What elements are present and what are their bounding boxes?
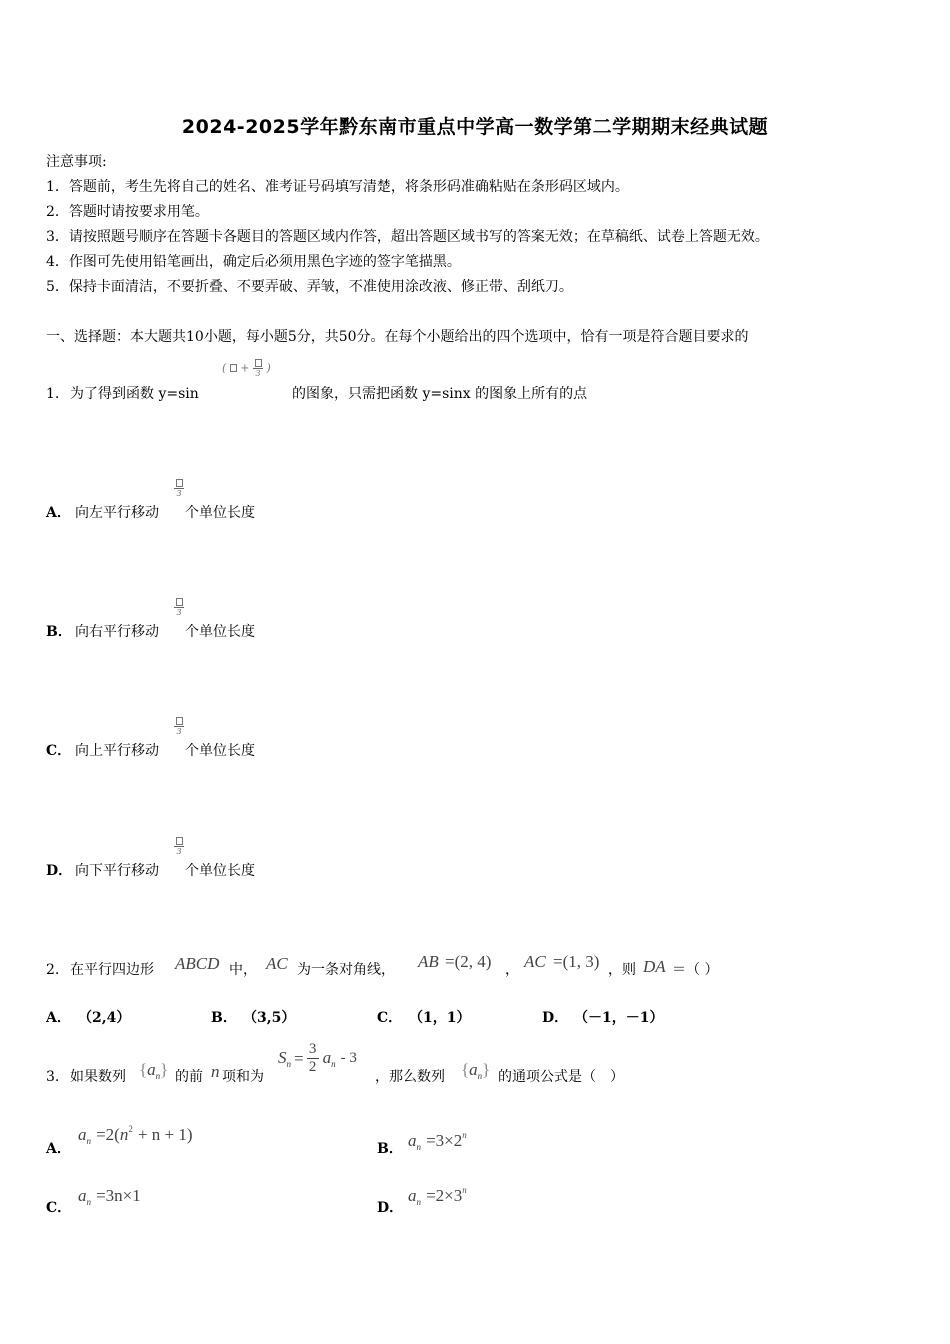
notice-item: 2．答题时请按要求用笔。: [46, 204, 209, 220]
math-ac: AC: [524, 952, 546, 971]
math-abcd: ABCD: [175, 954, 220, 973]
notice-item: 1．答题前，考生先将自己的姓名、准考证号码填写清楚，将条形码准确粘贴在条形码区域内。: [46, 179, 629, 195]
option-label: A．: [46, 1010, 71, 1026]
question-stem: 为了得到函数 y=sin: [70, 386, 199, 402]
math-ac-value: =(1, 3): [553, 952, 600, 971]
math-option-b: $a_n =3\times 2^n$: [408, 1130, 467, 1152]
option-text: （3,5）: [243, 1010, 296, 1026]
fraction-image: 3: [174, 716, 184, 736]
fraction-image: 3: [174, 597, 184, 617]
notice-item: 5．保持卡面清洁，不要折叠、不要弄破、弄皱，不准使用涂改液、修正带、刮纸刀。: [46, 279, 573, 295]
question-text: ＝（ ）: [672, 962, 719, 978]
question-text: 如果数列: [70, 1069, 126, 1085]
math-ab: AB: [418, 952, 439, 971]
math-sn-formula: $S_n$ = $\frac{3}{2}$ $a_n$ - 3: [278, 1041, 357, 1075]
math-da: DA: [643, 957, 666, 976]
option-label: B．: [46, 624, 72, 640]
page-title: 2024-2025学年黔东南市重点中学高一数学第二学期期末经典试题: [181, 116, 769, 138]
question-text: 在平行四边形: [70, 962, 154, 978]
math-ac: AC: [266, 954, 288, 973]
formula-image: ( + 3 ): [222, 359, 271, 378]
option-label: A．: [46, 505, 71, 521]
question-text: 为一条对角线，: [297, 962, 395, 978]
question-text: ，: [505, 962, 519, 978]
question-text: 的前: [175, 1069, 203, 1085]
math-option-d: $a_n =2\times 3^n$: [408, 1185, 467, 1207]
option-label: B．: [211, 1010, 237, 1026]
math-n: n: [211, 1062, 220, 1081]
fraction-image: 3: [174, 836, 184, 856]
option-label: C．: [377, 1010, 403, 1026]
math-option-c: $a_n =3n\times 1$: [78, 1186, 141, 1207]
section-heading: 一、选择题：本大题共10小题，每小题5分，共50分。在每个小题给出的四个选项中，恰有一项是符合题目要求的: [46, 329, 749, 345]
option-text: 向左平行移动: [75, 505, 159, 521]
option-text: 个单位长度: [185, 505, 255, 521]
option-label: A．: [46, 1141, 71, 1157]
option-text: 向上平行移动: [75, 743, 159, 759]
option-label: D．: [46, 863, 73, 879]
question-text: 中，: [229, 962, 257, 978]
option-text: （1，1）: [409, 1010, 471, 1026]
option-label: D．: [377, 1200, 404, 1216]
option-text: 个单位长度: [185, 743, 255, 759]
question-number: 3.: [46, 1069, 60, 1085]
question-number: 1.: [46, 386, 60, 402]
question-text: 项和为: [222, 1069, 264, 1085]
option-label: D．: [542, 1010, 569, 1026]
option-label: C．: [46, 743, 72, 759]
option-text: （－1，－1）: [574, 1010, 664, 1026]
math-sequence-an: $\{a_n\}$: [461, 1060, 491, 1081]
question-number: 2.: [46, 962, 60, 978]
option-text: 个单位长度: [185, 863, 255, 879]
notice-item: 4．作图可先使用铅笔画出，确定后必须用黑色字迹的签字笔描黑。: [46, 254, 461, 270]
question-text: ，则: [608, 962, 636, 978]
question-text: 的通项公式是（ ）: [498, 1069, 624, 1085]
notice-item: 3．请按照题号顺序在答题卡各题目的答题区域内作答，超出答题区域书写的答案无效；在草稿纸、试卷上答题无效。: [46, 229, 769, 245]
question-text: ，那么数列: [375, 1069, 445, 1085]
math-ab-value: =(2, 4): [445, 952, 492, 971]
math-option-a: $a_n =2(n^2 + n + 1)$: [78, 1124, 193, 1146]
math-sequence-an: $\{a_n\}$: [139, 1060, 169, 1081]
option-text: （2,4）: [78, 1010, 131, 1026]
option-text: 向右平行移动: [75, 624, 159, 640]
option-label: C．: [46, 1200, 72, 1216]
fraction-image: 3: [174, 478, 184, 498]
option-label: B．: [377, 1141, 403, 1157]
option-text: 向下平行移动: [75, 863, 159, 879]
option-text: 个单位长度: [185, 624, 255, 640]
question-stem: 的图象，只需把函数 y=sinx 的图象上所有的点: [292, 386, 588, 402]
notice-heading: 注意事项:: [46, 154, 107, 170]
